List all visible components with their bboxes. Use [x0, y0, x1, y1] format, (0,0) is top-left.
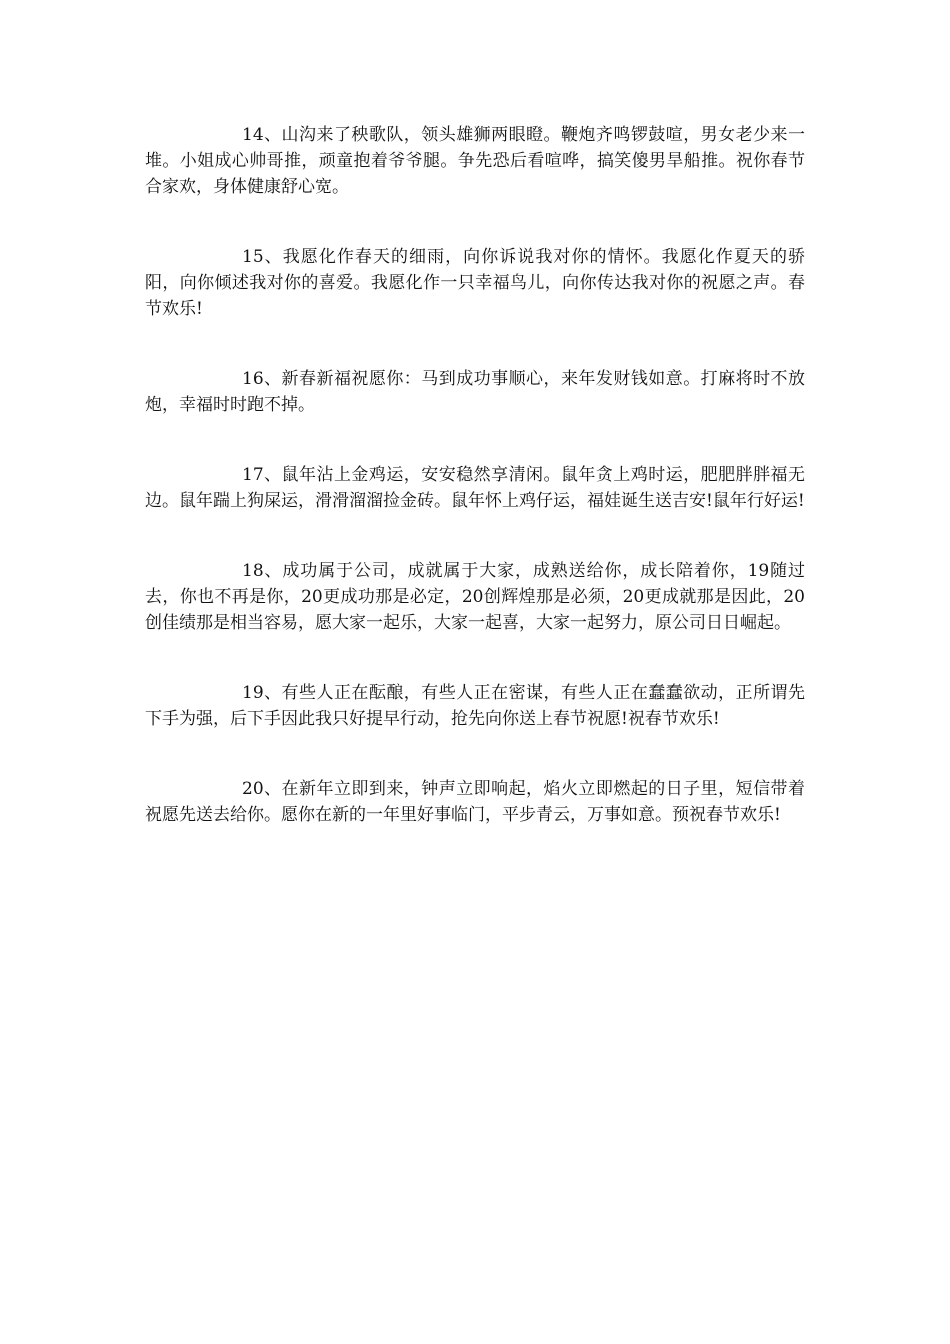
paragraph-20: 20、在新年立即到来，钟声立即响起，焰火立即燃起的日子里，短信带着祝愿先送去给你。愿你在新的一年里好事临门，平步青云，万事如意。预祝春节欢乐!	[145, 779, 805, 825]
paragraph-14: 14、山沟来了秧歌队，领头雄狮两眼瞪。鞭炮齐鸣锣鼓喧，男女老少来一堆。小姐成心帅哥推，顽童抱着爷爷腿。争先恐后看喧哗，搞笑傻男旱船推。祝你春节合家欢，身体健康舒心宽。	[145, 125, 805, 197]
paragraph-19: 19、有些人正在酝酿，有些人正在密谋，有些人正在蠢蠢欲动，正所谓先下手为强，后下手因此我只好提早行动，抢先向你送上春节祝愿!祝春节欢乐!	[145, 683, 805, 729]
paragraph-15: 15、我愿化作春天的细雨，向你诉说我对你的情怀。我愿化作夏天的骄阳，向你倾述我对你的喜爱。我愿化作一只幸福鸟儿，向你传达我对你的祝愿之声。春节欢乐!	[145, 247, 805, 319]
paragraph-16: 16、新春新福祝愿你：马到成功事顺心，来年发财钱如意。打麻将时不放炮，幸福时时跑不掉。	[145, 369, 805, 415]
document-body	[145, 122, 805, 872]
paragraph-17: 17、鼠年沾上金鸡运，安安稳然享清闲。鼠年贪上鸡时运，肥肥胖胖福无边。鼠年踹上狗屎运，滑滑溜溜捡金砖。鼠年怀上鸡仔运，福娃诞生送吉安!鼠年行好运!	[145, 465, 805, 511]
paragraph-18: 18、成功属于公司，成就属于大家，成熟送给你，成长陪着你，19随过去，你也不再是你，20更成功那是必定，20创辉煌那是必须，20更成就那是因此，20创佳绩那是相当容易，愿大家一起乐，大家一起喜，大家一起努力，原公司日日崛起。	[145, 561, 805, 633]
